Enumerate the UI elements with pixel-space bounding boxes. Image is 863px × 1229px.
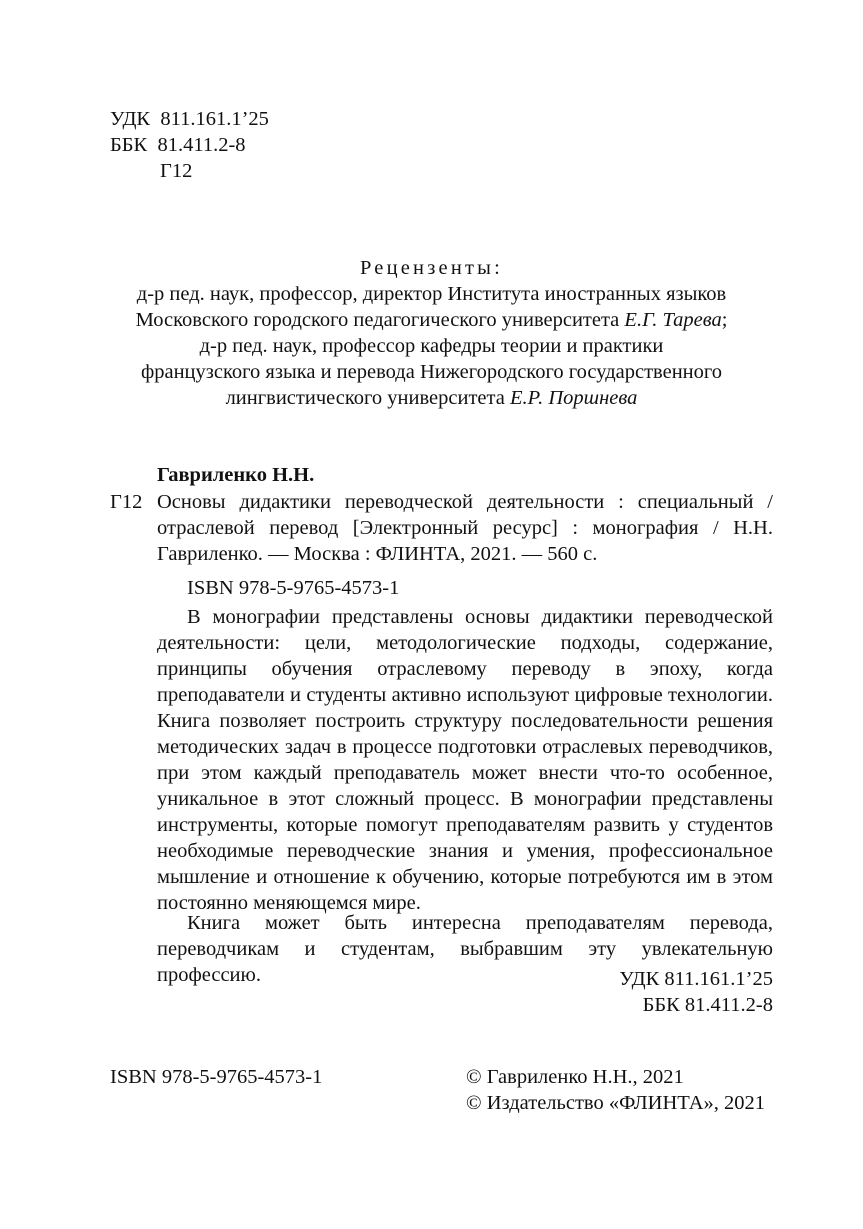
annotation-paragraph-1: В монографии представлены основы дидактики переводческой деятельности: цели, методологические подходы, содержание, принципы обучения отраслевому переводу в эпоху, когда преподаватели и студенты активно используют цифровые технологии. Книга позволяет построить структуру последовательности решения методических задач в процессе подготовки отраслевых переводчиков, при этом каждый преподаватель может внести что-то особенное, уникальное в этот сложный процесс. В монографии представлены инструменты, которые помогут преподавателям развить у студентов необходимые переводческие знания и умения, профессиональное мышление и отношение к обучению, которые потребуются им в этом постоянно меняющемся мире. — [157, 606, 773, 914]
reviewer-line-1: д-р пед. наук, профессор, директор Института иностранных языков — [136, 283, 727, 305]
footer-isbn: ISBN 978-5-9765-4573-1 — [110, 1066, 323, 1088]
author-mark: Г12 — [160, 160, 193, 182]
udk-line — [110, 106, 269, 132]
copyright-publisher: © Издательство «ФЛИНТА», 2021 — [466, 1092, 766, 1114]
reviewers-heading: Рецензенты: — [359, 257, 504, 279]
reviewer-line-3: д-р пед. наук, профессор кафедры теории и практики — [199, 335, 664, 357]
record-isbn: ISBN 978-5-9765-4573-1 — [187, 577, 400, 599]
reviewer-line-5 — [0, 385, 863, 411]
annotation-paragraph-2: Книга может быть интересна преподавателям перевода, переводчикам и студентам, выбравшим эту увлекательную профессию. — [157, 912, 773, 986]
copyright-author: © Гавриленко Н.Н., 2021 — [466, 1066, 684, 1088]
reviewer-separator: ; — [721, 309, 728, 331]
record-author: Гавриленко Н.Н. — [157, 464, 315, 486]
bbk-label: ББК — [110, 134, 148, 156]
reviewer-affiliation: Московского городского педагогического университета — [135, 309, 625, 331]
record-mark: Г12 — [110, 491, 143, 513]
reviewer-name-porshneva: Е.Р. Поршнева — [509, 387, 638, 409]
reviewer-name-tareva: Е.Г. Тарева — [624, 309, 722, 331]
reviewer-line-4: французского языка и перевода Нижегородского государственного — [140, 361, 723, 383]
bbk-line — [110, 132, 246, 158]
annotation-udk: УДК 811.161.1’25 — [619, 968, 773, 990]
reviewers-block — [0, 255, 863, 411]
reviewer-affiliation-2: лингвистического университета — [225, 387, 510, 409]
record-description: Основы дидактики переводческой деятельности : специальный / отраслевой перевод [Электронный ресурс] : монография / Н.Н. Гавриленко. — Москва : ФЛИНТА, 2021. — 560 с. — [157, 491, 773, 565]
annotation-bbk: ББК 81.411.2-8 — [642, 994, 773, 1016]
bbk-value: 81.411.2-8 — [157, 134, 246, 156]
udk-label: УДК — [110, 108, 151, 130]
reviewer-line-2 — [0, 307, 863, 333]
udk-value: 811.161.1’25 — [160, 108, 269, 130]
